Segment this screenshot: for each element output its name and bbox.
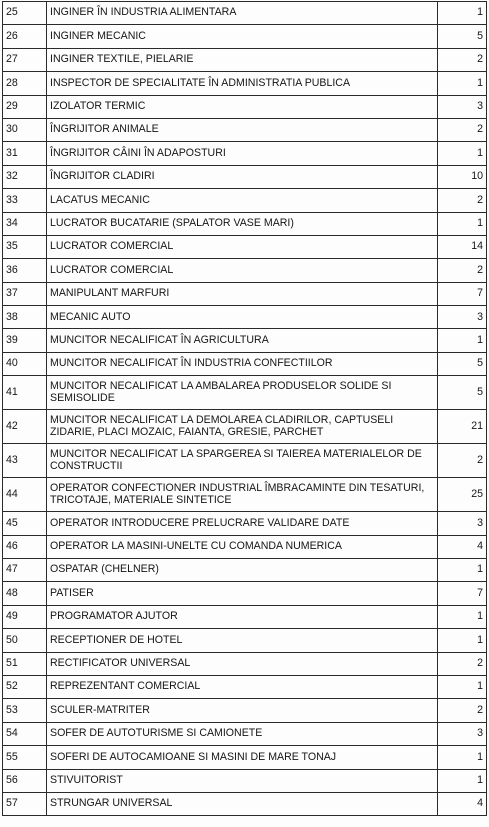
table-row [3,48,487,71]
table-row [3,306,487,329]
table-row [3,444,487,478]
occupation-cell: STIVUITORIST [47,769,438,792]
table-row [3,25,487,48]
occupation-cell: MUNCITOR NECALIFICAT LA SPARGEREA SI TAIEREA MATERIALELOR DE CONSTRUCTII [47,444,438,478]
occupation-cell: ÎNGRIJITOR CÂINI ÎN ADAPOSTURI [47,142,438,165]
vacancy-count-cell: 1 [438,559,487,582]
vacancy-count-cell: 5 [438,352,487,375]
row-number-cell: 49 [3,605,47,628]
occupation-cell: ÎNGRIJITOR ANIMALE [47,118,438,141]
occupation-cell: LUCRATOR BUCATARIE (SPALATOR VASE MARI) [47,212,438,235]
vacancy-count-cell: 7 [438,582,487,605]
row-number-cell: 27 [3,48,47,71]
vacancy-count-cell: 1 [438,329,487,352]
occupation-cell: SCULER-MATRITER [47,699,438,722]
row-number-cell: 45 [3,512,47,535]
occupation-cell: OPERATOR LA MASINI-UNELTE CU COMANDA NUMERICA [47,535,438,558]
vacancy-count-cell: 1 [438,2,487,25]
occupation-cell: INSPECTOR DE SPECIALITATE ÎN ADMINISTRATIA PUBLICA [47,72,438,95]
vacancy-count-cell: 1 [438,605,487,628]
occupation-cell: MUNCITOR NECALIFICAT ÎN INDUSTRIA CONFECTIILOR [47,352,438,375]
table-row [3,72,487,95]
occupation-cell: MUNCITOR NECALIFICAT LA AMBALAREA PRODUSELOR SOLIDE SI SEMISOLIDE [47,376,438,410]
vacancy-count-cell: 1 [438,629,487,652]
vacancy-count-cell: 2 [438,118,487,141]
row-number-cell: 34 [3,212,47,235]
row-number-cell: 51 [3,652,47,675]
row-number-cell: 33 [3,189,47,212]
occupation-cell: INGINER TEXTILE, PIELARIE [47,48,438,71]
table-row [3,478,487,512]
vacancy-count-cell: 2 [438,259,487,282]
row-number-cell: 38 [3,306,47,329]
table-row [3,329,487,352]
table-row [3,629,487,652]
occupation-cell: PATISER [47,582,438,605]
table-row [3,352,487,375]
table-row [3,699,487,722]
vacancy-count-cell: 2 [438,189,487,212]
row-number-cell: 50 [3,629,47,652]
vacancy-count-cell: 5 [438,25,487,48]
occupation-cell: MECANIC AUTO [47,306,438,329]
table-row [3,722,487,745]
row-number-cell: 31 [3,142,47,165]
table-row [3,582,487,605]
row-number-cell: 53 [3,699,47,722]
table-row [3,769,487,792]
table-row [3,189,487,212]
vacancy-count-cell: 5 [438,376,487,410]
row-number-cell: 52 [3,675,47,698]
row-number-cell: 37 [3,282,47,305]
vacancy-count-cell: 1 [438,142,487,165]
occupation-cell: OPERATOR INTRODUCERE PRELUCRARE VALIDARE DATE [47,512,438,535]
occupation-cell: LUCRATOR COMERCIAL [47,259,438,282]
table-row [3,95,487,118]
row-number-cell: 40 [3,352,47,375]
occupation-cell: OSPATAR (CHELNER) [47,559,438,582]
table-row [3,512,487,535]
vacancy-count-cell: 3 [438,512,487,535]
vacancy-count-cell: 21 [438,410,487,444]
vacancy-count-cell: 1 [438,746,487,769]
occupation-cell: INGINER ÎN INDUSTRIA ALIMENTARA [47,2,438,25]
vacancy-count-cell: 4 [438,792,487,815]
table-row [3,142,487,165]
occupation-cell: LUCRATOR COMERCIAL [47,235,438,258]
occupation-cell: MUNCITOR NECALIFICAT ÎN AGRICULTURA [47,329,438,352]
row-number-cell: 29 [3,95,47,118]
vacancy-count-cell: 1 [438,769,487,792]
row-number-cell: 44 [3,478,47,512]
vacancy-count-cell: 1 [438,72,487,95]
row-number-cell: 42 [3,410,47,444]
row-number-cell: 55 [3,746,47,769]
table-row [3,605,487,628]
vacancy-count-cell: 2 [438,444,487,478]
table-row [3,235,487,258]
row-number-cell: 35 [3,235,47,258]
vacancy-count-cell: 10 [438,165,487,188]
occupation-cell: MUNCITOR NECALIFICAT LA DEMOLAREA CLADIRILOR, CAPTUSELI ZIDARIE, PLACI MOZAIC, FAIANTA, GRESIE, PARCHET [47,410,438,444]
vacancy-count-cell: 25 [438,478,487,512]
occupation-cell: RECEPTIONER DE HOTEL [47,629,438,652]
occupation-cell: OPERATOR CONFECTIONER INDUSTRIAL ÎMBRACAMINTE DIN TESATURI, TRICOTAJE, MATERIALE SINTETICE [47,478,438,512]
occupation-cell: SOFER DE AUTOTURISME SI CAMIONETE [47,722,438,745]
occupation-cell: INGINER MECANIC [47,25,438,48]
vacancy-count-cell: 1 [438,675,487,698]
row-number-cell: 30 [3,118,47,141]
row-number-cell: 26 [3,25,47,48]
vacancy-count-cell: 3 [438,722,487,745]
occupation-cell: REPREZENTANT COMERCIAL [47,675,438,698]
row-number-cell: 41 [3,376,47,410]
table-row [3,535,487,558]
table-row [3,259,487,282]
row-number-cell: 28 [3,72,47,95]
occupation-cell: STRUNGAR UNIVERSAL [47,792,438,815]
vacancy-count-cell: 2 [438,48,487,71]
table-row [3,675,487,698]
table-row [3,165,487,188]
table-row [3,282,487,305]
row-number-cell: 54 [3,722,47,745]
vacancy-count-cell: 3 [438,95,487,118]
vacancy-count-cell: 4 [438,535,487,558]
occupation-cell: LACATUS MECANIC [47,189,438,212]
occupation-cell: PROGRAMATOR AJUTOR [47,605,438,628]
row-number-cell: 36 [3,259,47,282]
vacancy-count-cell: 2 [438,652,487,675]
row-number-cell: 47 [3,559,47,582]
vacancy-count-cell: 1 [438,212,487,235]
row-number-cell: 46 [3,535,47,558]
table-body [3,2,487,816]
table-row [3,212,487,235]
table-row [3,410,487,444]
job-vacancies-table [2,1,487,816]
occupation-cell: IZOLATOR TERMIC [47,95,438,118]
row-number-cell: 57 [3,792,47,815]
vacancy-count-cell: 7 [438,282,487,305]
occupation-cell: SOFERI DE AUTOCAMIOANE SI MASINI DE MARE TONAJ [47,746,438,769]
table-row [3,746,487,769]
row-number-cell: 56 [3,769,47,792]
row-number-cell: 32 [3,165,47,188]
occupation-cell: MANIPULANT MARFURI [47,282,438,305]
vacancy-count-cell: 3 [438,306,487,329]
vacancy-count-cell: 14 [438,235,487,258]
occupation-cell: RECTIFICATOR UNIVERSAL [47,652,438,675]
table-row [3,792,487,815]
table-row [3,118,487,141]
table-row [3,376,487,410]
vacancy-count-cell: 2 [438,699,487,722]
row-number-cell: 39 [3,329,47,352]
row-number-cell: 48 [3,582,47,605]
row-number-cell: 43 [3,444,47,478]
table-row [3,559,487,582]
row-number-cell: 25 [3,2,47,25]
occupation-cell: ÎNGRIJITOR CLADIRI [47,165,438,188]
table-row [3,2,487,25]
table-row [3,652,487,675]
